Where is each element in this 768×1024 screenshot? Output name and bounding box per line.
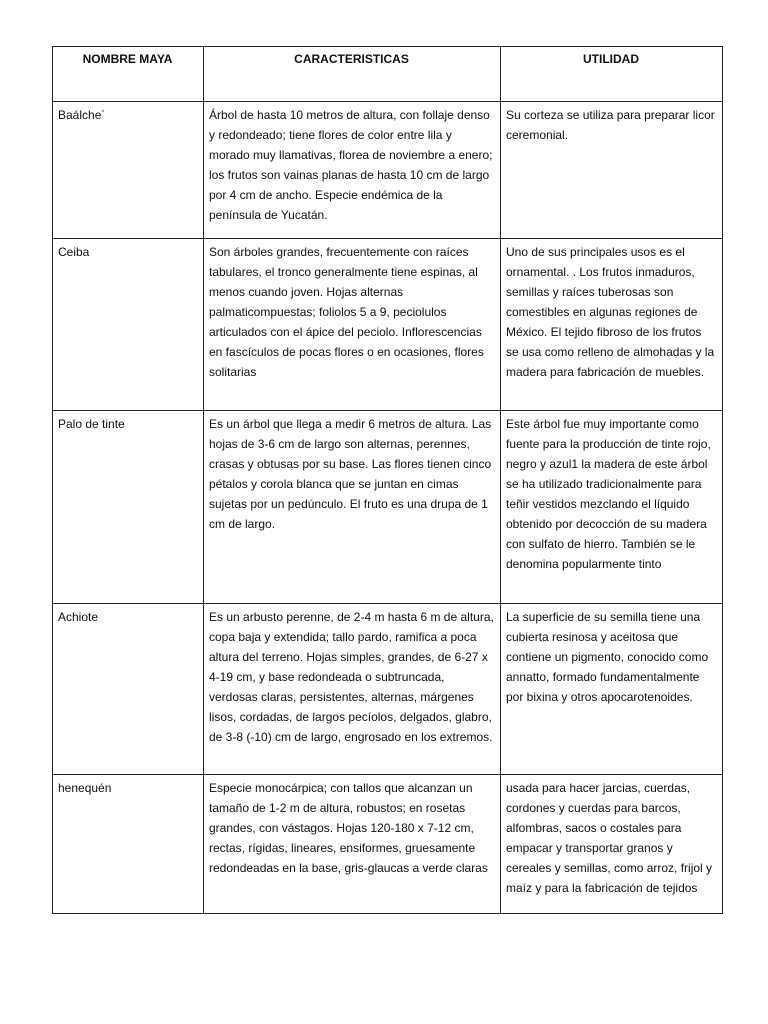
table-row [53,239,723,411]
cell-caracteristicas: Es un arbusto perenne, de 2-4 m hasta 6 m de altura, copa baja y extendida; tallo pardo, ramifica a poca altura del terreno. Hojas simples, grandes, de 6-27 x 4-19 cm, y base redondeada o subtruncada, verdosas claras, persistentes, alternas, márgenes lisos, cordadas, de largos pecíolos, delgados, glabro, de 3-8 (-10) cm de largo, engrosado en los extremos. [204,604,501,775]
cell-utilidad: usada para hacer jarcias, cuerdas, cordones y cuerdas para barcos, alfombras, sacos o costales para empacar y transportar granos y cereales y semillas, como arroz, frijol y maíz y para la fabricación de tejidos [501,775,723,914]
cell-nombre-maya: Baálche´ [53,102,204,239]
cell-nombre-maya: Palo de tinte [53,411,204,604]
cell-nombre-maya: Ceiba [53,239,204,411]
table-row [53,411,723,604]
table-header-row [53,47,723,102]
cell-utilidad: Este árbol fue muy importante como fuente para la producción de tinte rojo, negro y azul1 la madera de este árbol se ha utilizado tradicionalmente para teñir vestidos mezclando el líquido obtenido por decocción de su madera con sulfato de hierro. También se le denomina popularmente tinto [501,411,723,604]
table-row [53,102,723,239]
table-row [53,775,723,914]
header-utilidad: UTILIDAD [501,47,723,102]
plant-table [52,46,723,914]
cell-caracteristicas: Son árboles grandes, frecuentemente con raíces tabulares, el tronco generalmente tiene espinas, al menos cuando joven. Hojas alternas palmaticompuestas; foliolos 5 a 9, peciolulos articulados con el ápice del peciolo. Inflorescencias en fascículos de pocas flores o en ocasiones, flores solitarias [204,239,501,411]
cell-caracteristicas: Árbol de hasta 10 metros de altura, con follaje denso y redondeado; tiene flores de color entre lila y morado muy llamativas, florea de noviembre a enero; los frutos son vainas planas de hasta 10 cm de largo por 4 cm de ancho. Especie endémica de la península de Yucatán. [204,102,501,239]
header-nombre-maya: NOMBRE MAYA [53,47,204,102]
cell-caracteristicas: Es un árbol que llega a medir 6 metros de altura. Las hojas de 3-6 cm de largo son alternas, perennes, crasas y obtusas por su base. Las flores tienen cinco pétalos y corola blanca que se juntan en cimas sujetas por un pedúnculo. El fruto es una drupa de 1 cm de largo. [204,411,501,604]
table-row [53,604,723,775]
cell-nombre-maya: Achiote [53,604,204,775]
header-caracteristicas: CARACTERISTICAS [204,47,501,102]
cell-utilidad: Su corteza se utiliza para preparar licor ceremonial. [501,102,723,239]
cell-nombre-maya: henequén [53,775,204,914]
cell-caracteristicas: Especie monocárpica; con tallos que alcanzan un tamaño de 1-2 m de altura, robustos; en rosetas grandes, con vástagos. Hojas 120-180 x 7-12 cm, rectas, rígidas, lineares, ensiformes, gruesamente redondeadas en la base, gris-glaucas a verde claras [204,775,501,914]
cell-utilidad: La superficie de su semilla tiene una cubierta resinosa y aceitosa que contiene un pigmento, conocido como annatto, formado fundamentalmente por bixina y otros apocarotenoides. [501,604,723,775]
cell-utilidad: Uno de sus principales usos es el ornamental. . Los frutos inmaduros, semillas y raíces tuberosas son comestibles en algunas regiones de México. El tejido fibroso de los frutos se usa como relleno de almohadas y la madera para fabricación de muebles. [501,239,723,411]
